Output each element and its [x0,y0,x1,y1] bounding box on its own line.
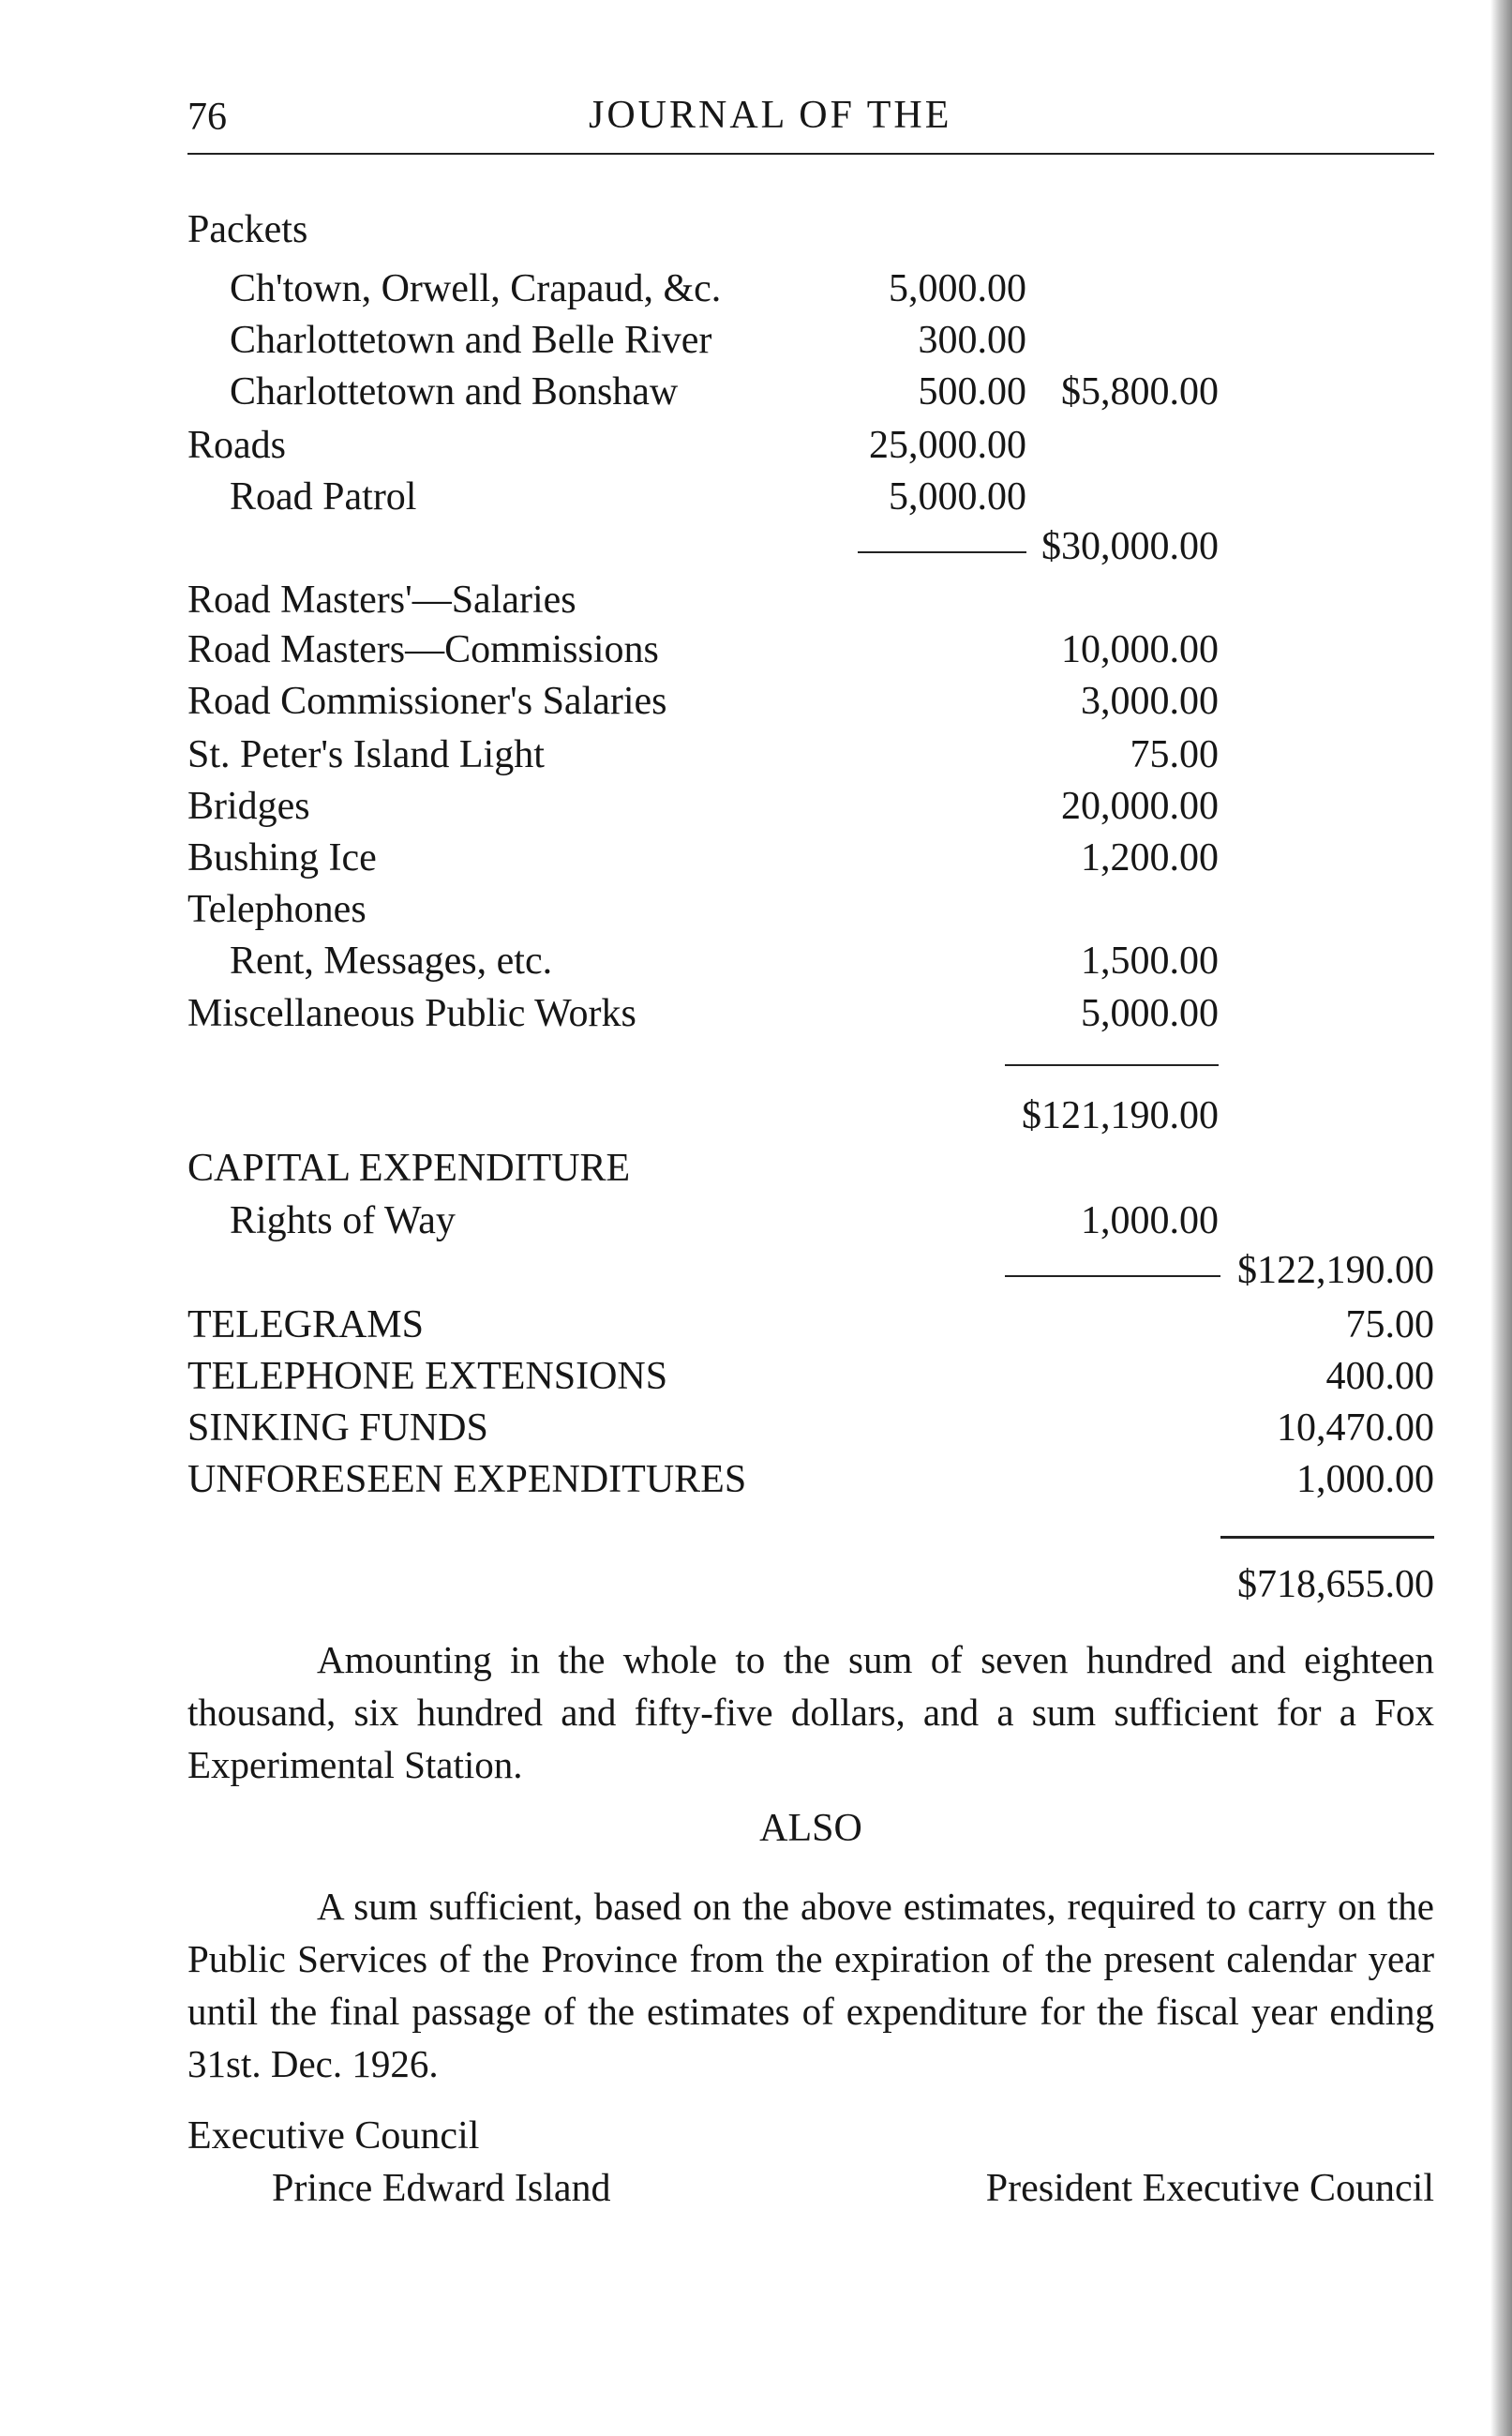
amount-col2: 1,200.00 [1081,836,1219,880]
row-label: Rights of Way [230,1199,456,1242]
row-label: Ch'town, Orwell, Crapaud, &c. [230,267,722,310]
row-label: Bridges [187,785,310,828]
row-label: SINKING FUNDS [187,1406,488,1450]
header-rule [187,153,1434,155]
amount-col2: 20,000.00 [1061,785,1219,828]
amount-paragraph: Amounting in the whole to the sum of seven hundred and eighteen thousand, six hundred and fifty-five dollars, and a sum sufficient for a Fox Experimental Station. [187,1638,1434,1786]
signature-left-line2: Prince Edward Island [272,2167,611,2210]
dash-leader [1005,1275,1220,1277]
page-edge-shadow [1490,0,1512,2436]
row-label: Miscellaneous Public Works [187,992,636,1035]
row-label: Road Masters'—Salaries [187,579,576,622]
amount-col2: $30,000.00 [1041,525,1219,568]
row-label: Rent, Messages, etc. [230,940,553,983]
grand-total: $718,655.00 [1237,1563,1434,1606]
amount-col1: 500.00 [918,370,1026,414]
amount-col1: 5,000.00 [889,475,1026,519]
amount-col2: 75.00 [1130,733,1219,776]
page-number: 76 [187,96,227,139]
amount-col3: 400.00 [1325,1355,1434,1398]
amount-col2: 10,000.00 [1061,628,1219,671]
amount-col3: $122,190.00 [1237,1249,1434,1292]
row-label: Road Patrol [230,475,417,519]
grand-total-rule [1220,1536,1434,1539]
amount-col2: $121,190.00 [1022,1094,1219,1137]
signature-right: President Executive Council [985,2167,1434,2210]
row-label: CAPITAL EXPENDITURE [187,1147,631,1190]
running-title: JOURNAL OF THE [589,94,952,137]
amount-col3: 75.00 [1345,1303,1434,1346]
row-label: Packets [187,208,308,251]
amount-col2: 1,500.00 [1081,940,1219,983]
row-label: Road Commissioner's Salaries [187,680,667,723]
amount-col3: 10,470.00 [1277,1406,1434,1450]
row-label: TELEGRAMS [187,1303,424,1346]
row-label: Charlottetown and Bonshaw [230,370,679,414]
amount-col2: $5,800.00 [1061,370,1219,414]
row-label: Road Masters—Commissions [187,628,659,671]
row-label: Charlottetown and Belle River [230,319,712,362]
dash-leader [858,551,1026,553]
row-label: TELEPHONE EXTENSIONS [187,1355,668,1398]
amount-col2: 3,000.00 [1081,680,1219,723]
row-label: Telephones [187,888,367,931]
row-label: Roads [187,424,286,467]
also-paragraph: A sum sufficient, based on the above estimates, required to carry on the Public Services of the Province from the expiration of the present calendar year until the final passage of the estimates of expenditure for the fiscal year ending 31st. Dec. 1926. [187,1885,1434,2085]
amount-col3: 1,000.00 [1296,1458,1434,1501]
amount-col1: 5,000.00 [889,267,1026,310]
row-label: Bushing Ice [187,836,377,880]
signature-left-line1: Executive Council [187,2114,480,2158]
subtotal-rule [1005,1064,1219,1066]
amount-col1: 25,000.00 [869,424,1026,467]
amount-col1: 300.00 [918,319,1026,362]
row-label: UNFORESEEN EXPENDITURES [187,1458,747,1501]
row-label: St. Peter's Island Light [187,733,545,776]
amount-col2: 1,000.00 [1081,1199,1219,1242]
amount-col2: 5,000.00 [1081,992,1219,1035]
also-heading: ALSO [759,1807,862,1850]
